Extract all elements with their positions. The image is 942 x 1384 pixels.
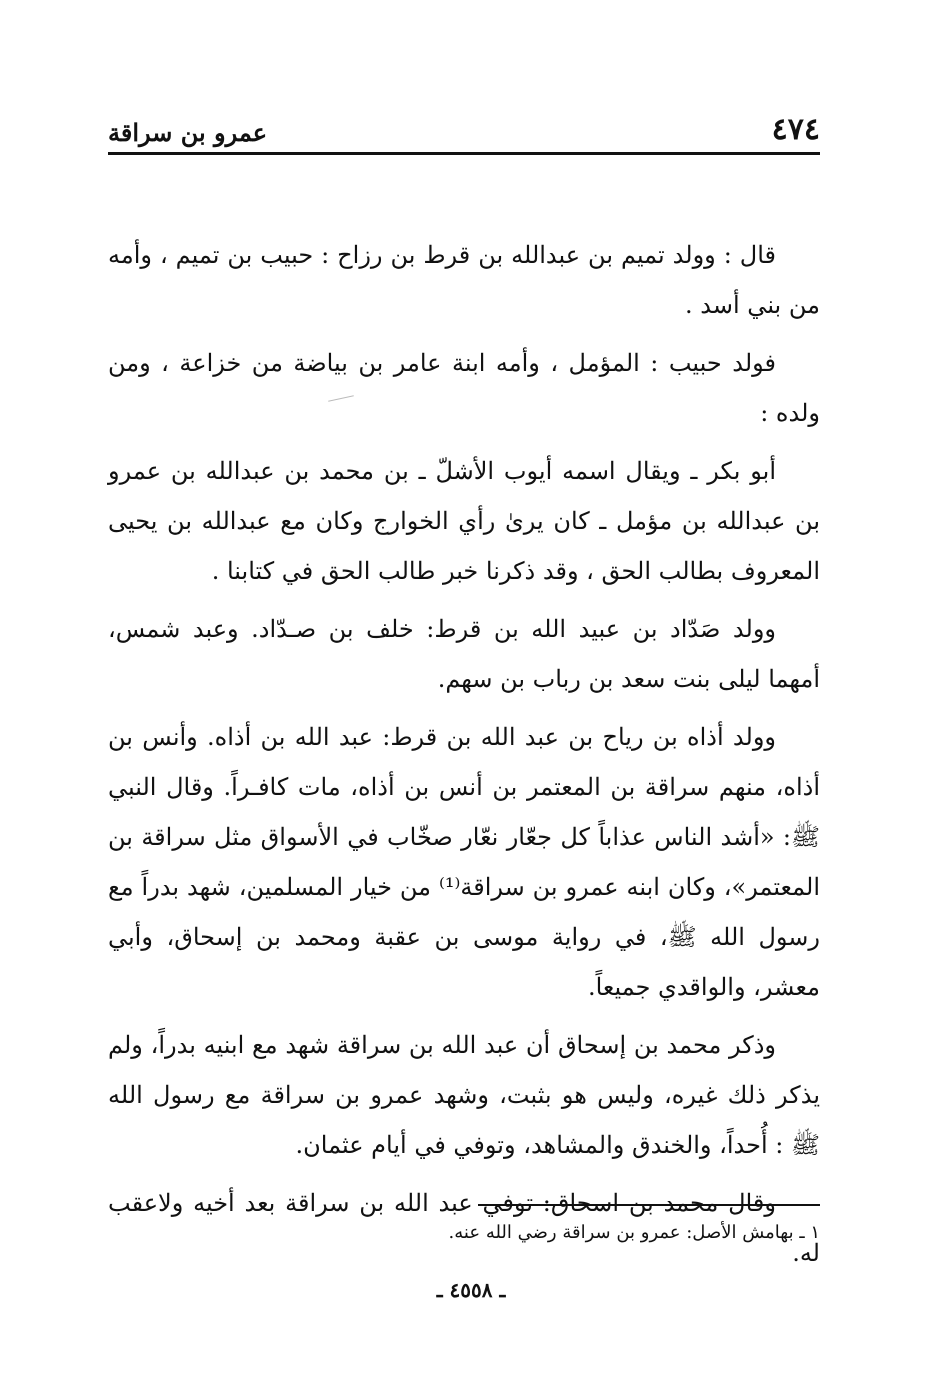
running-head [108,112,820,154]
paragraph-2: فولد حبيب : المؤمل ، وأمه ابنة عامر بن بياضة من خزاعة ، ومن ولده : [108,349,820,427]
body-text [108,230,820,1286]
paragraph-4: وولد صَدّاد بن عبيد الله بن قرط: خلف بن صـدّاد. وعبد شمس، أمهما ليلى بنت سعد بن رباب بن سهم. [108,615,820,693]
paragraph-7: وقال محمد بن اسحاق: توفي عبد الله بن سراقة بعد أخيه ولاعقب له. [108,1189,820,1267]
paragraph-1: قال : وولد تميم بن عبدالله بن قرط بن رزاح : حبيب بن تميم ، وأمه من بني أسد . [108,241,820,319]
paragraph-6: وذكر محمد بن إسحاق أن عبد الله بن سراقة شهد مع ابنيه بدراً، ولم يذكر ذلك غيره، وليس هو بثبت، وشهد عمرو بن سراقة مع رسول الله ﷺ : أُحداً، والخندق والمشاهد، وتوفي في أيام عثمان. [108,1031,820,1159]
paragraph-5: وولد أذاه بن رياح بن عبد الله بن قرط: عبد الله بن أذاه. وأنس بن أذاه، منهم سراقة بن المعتمر بن أنس بن أذاه، مات كافـراً. وقال النبي ﷺ: «أشد الناس عذاباً كل جعّار نعّار صخّاب في الأسواق مثل سراقة بن المعتمر»، وكان ابنه عمرو بن سراقة⁽¹⁾ من خيار المسلمين، شهد بدراً مع رسول الله ﷺ، في رواية موسى بن عقبة ومحمد بن إسحاق، وأبي معشر، والواقدي جميعاً. [108,723,820,1001]
footnote: ١ ـ بهامش الأصل: عمرو بن سراقة رضي الله عنه. [448,1222,820,1243]
chapter-title: عمرو بن سراقة [108,118,268,147]
header-rule [108,152,820,155]
paragraph-3: أبو بكر ـ ويقال اسمه أيوب الأشلّ ـ بن محمد بن عبدالله بن عمرو بن عبدالله بن مؤمل ـ كان يرىٰ رأي الخوارج وكان مع عبدالله بن يحيى المعروف بطالب الحق ، وقد ذكرنا خبر طالب الحق في كتابنا . [108,457,820,585]
page-number-top: ٤٧٤ [771,112,820,147]
page-number-bottom: ـ ٤٥٥٨ ـ [436,1278,506,1302]
footnote-rule [478,1204,820,1206]
